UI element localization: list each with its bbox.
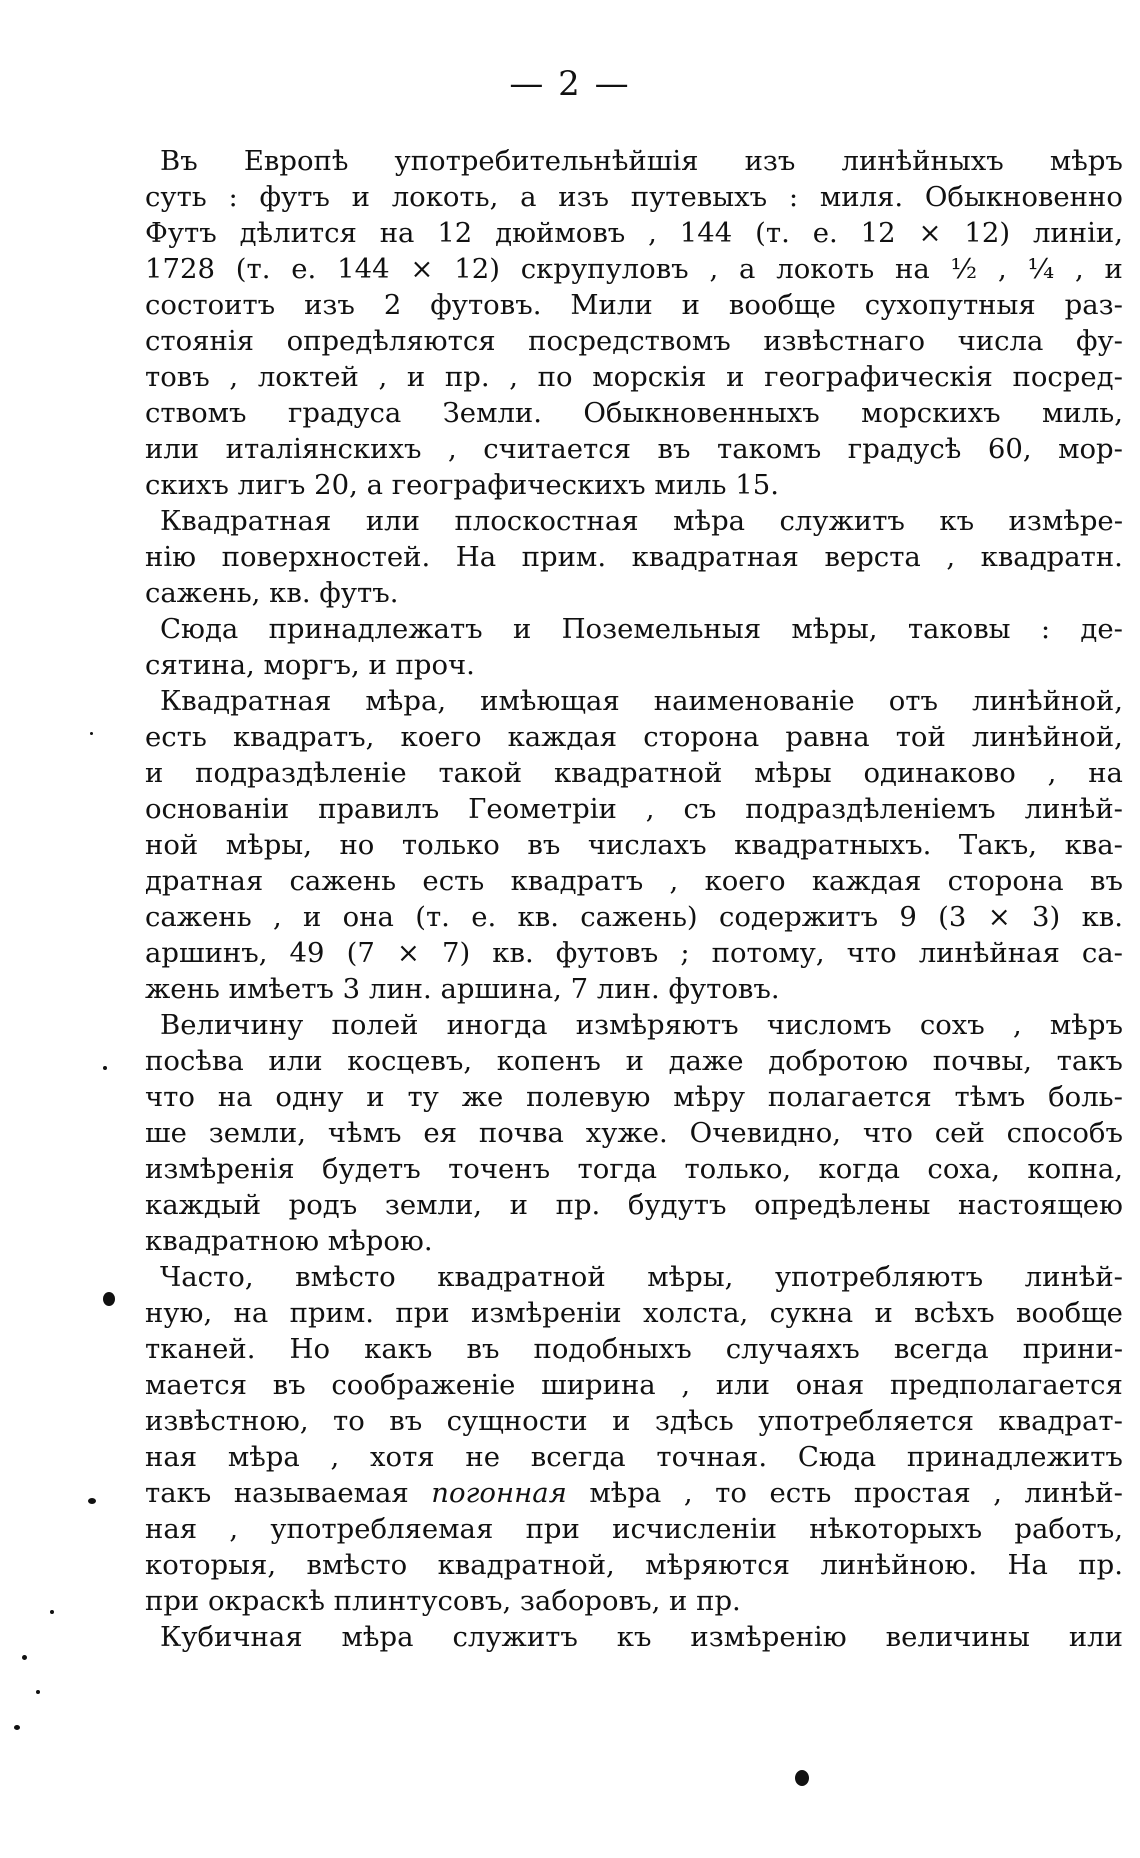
text-line: есть квадратъ, коего каждая сторона равна той линѣйной, (145, 721, 1123, 753)
text-line: сажень , и она (т. е. кв. сажень) содержитъ 9 (3 ⨯ 3) кв. (145, 901, 1123, 933)
ink-speck (795, 1770, 809, 1786)
ink-speck (50, 1610, 54, 1614)
paragraph (145, 1259, 1123, 1619)
paragraph (145, 503, 1123, 611)
text-line: аршинъ, 49 (7 ⨯ 7) кв. футовъ ; потому, что линѣйная са- (145, 937, 1123, 969)
text-line: Кубичная мѣра служитъ къ измѣренію величины или (160, 1621, 1123, 1653)
paragraph (145, 611, 1123, 683)
ink-speck (22, 1655, 27, 1660)
text-line: Часто, вмѣсто квадратной мѣры, употребляютъ линѣй- (160, 1261, 1123, 1293)
text-line: 1728 (т. е. 144 ⨯ 12) скрупуловъ , а локоть на ½ , ¼ , и (145, 253, 1123, 285)
text-line: Сюда принадлежатъ и Поземельныя мѣры, таковы : де- (160, 613, 1123, 645)
text-line: состоитъ изъ 2 футовъ. Мили и вообще сухопутныя раз- (145, 289, 1123, 321)
text-line: жень имѣетъ 3 лин. аршина, 7 лин. футовъ. (145, 973, 780, 1005)
text-line: посѣва или косцевъ, копенъ и даже добротою почвы, такъ (145, 1045, 1123, 1077)
paragraph (145, 683, 1123, 1007)
ink-speck (14, 1725, 20, 1730)
paragraph (145, 1619, 1123, 1655)
text-line: основаніи правилъ Геометріи , съ подраздѣленіемъ линѣй- (145, 793, 1123, 825)
text-line: стоянія опредѣляются посредствомъ извѣстнаго числа фу- (145, 325, 1123, 357)
text-line: ше земли, чѣмъ ея почва хуже. Очевидно, что сей способъ (145, 1117, 1123, 1149)
text-line: которыя, вмѣсто квадратной, мѣряются линѣйною. На пр. (145, 1549, 1123, 1581)
text-line: извѣстною, то въ сущности и здѣсь употребляется квадрат- (145, 1405, 1123, 1437)
text-line: при окраскѣ плинтусовъ, заборовъ, и пр. (145, 1585, 741, 1617)
ink-speck (90, 732, 93, 735)
text-line: Квадратная мѣра, имѣющая наименованіе отъ линѣйной, (160, 685, 1123, 717)
ink-speck (88, 1498, 96, 1504)
ink-speck (36, 1690, 40, 1694)
text-line: сятина, моргъ, и проч. (145, 649, 475, 681)
text-line: товъ , локтей , и пр. , по морскія и географическія посред- (145, 361, 1123, 393)
text-line: каждый родъ земли, и пр. будутъ опредѣлены настоящею (145, 1189, 1123, 1221)
text-line: сажень, кв. футъ. (145, 577, 399, 609)
text-line: ной мѣры, но только въ числахъ квадратныхъ. Такъ, ква- (145, 829, 1123, 861)
text-line: ная мѣра , хотя не всегда точная. Сюда принадлежитъ (145, 1441, 1123, 1473)
text-line: мается въ соображеніе ширина , или оная предполагается (145, 1369, 1123, 1401)
text-line: дратная сажень есть квадратъ , коего каждая сторона въ (145, 865, 1123, 897)
text-line: Квадратная или плоскостная мѣра служитъ къ измѣре- (160, 505, 1123, 537)
paragraph (145, 1007, 1123, 1259)
text-line: Футъ дѣлится на 12 дюймовъ , 144 (т. е. 12 ⨯ 12) линіи, (145, 217, 1123, 249)
ink-speck (103, 1066, 107, 1070)
text-line: суть : футъ и локоть, а изъ путевыхъ : миля. Обыкновенно (145, 181, 1123, 213)
text-block (145, 143, 1123, 1655)
paragraph (145, 143, 1123, 503)
page-number: — 2 — (509, 64, 631, 104)
text-line: что на одну и ту же полевую мѣру полагается тѣмъ боль- (145, 1081, 1123, 1113)
text-line: нію поверхностей. На прим. квадратная верста , квадратн. (145, 541, 1123, 573)
text-line: измѣренія будетъ точенъ тогда только, когда соха, копна, (145, 1153, 1123, 1185)
ink-speck (103, 1292, 115, 1306)
text-line: или италіянскихъ , считается въ такомъ градусѣ 60, мор- (145, 433, 1123, 465)
text-line: скихъ лигъ 20, а географическихъ миль 15. (145, 469, 779, 501)
text-line: тканей. Но какъ въ подобныхъ случаяхъ всегда прини- (145, 1333, 1123, 1365)
text-line: и подраздѣленіе такой квадратной мѣры одинаково , на (145, 757, 1123, 789)
text-line: такъ называемая погонная мѣра , то есть простая , линѣй- (145, 1477, 1123, 1509)
text-line: квадратною мѣрою. (145, 1225, 433, 1257)
text-line: ная , употребляемая при исчисленіи нѣкоторыхъ работъ, (145, 1513, 1123, 1545)
text-line: ную, на прим. при измѣреніи холста, сукна и всѣхъ вообще (145, 1297, 1123, 1329)
text-line: Въ Европѣ употребительнѣйшія изъ линѣйныхъ мѣръ (160, 145, 1123, 177)
text-line: ствомъ градуса Земли. Обыкновенныхъ морскихъ миль, (145, 397, 1123, 429)
text-line: Величину полей иногда измѣряютъ числомъ сохъ , мѣръ (160, 1009, 1123, 1041)
